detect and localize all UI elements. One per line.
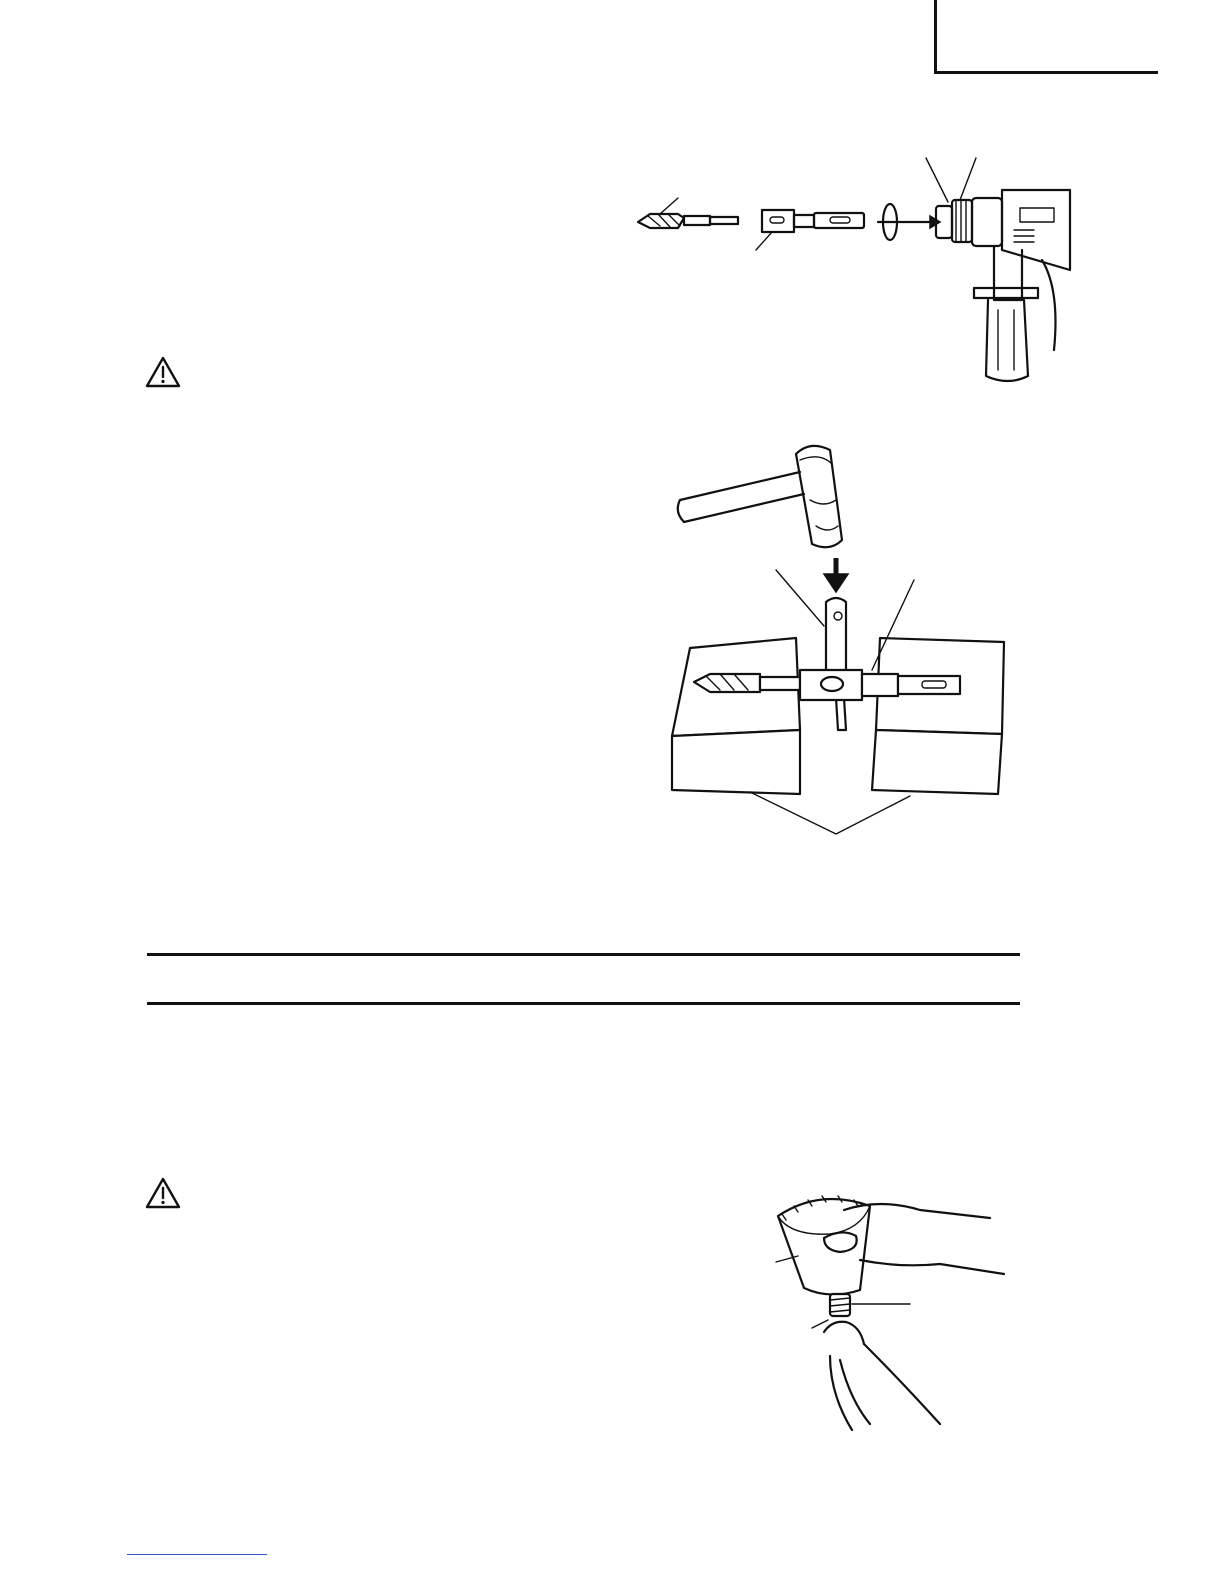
section-rule-bottom [147, 1002, 1020, 1005]
blocks-callout [750, 792, 910, 834]
rotation-arrow [878, 204, 940, 240]
language-tab-box [934, 0, 1158, 74]
hammer [678, 446, 842, 547]
center-pin [812, 1294, 910, 1328]
section-rule-top [147, 953, 1020, 956]
figure-core-bit-assembly [760, 1180, 1020, 1440]
arrow-down [824, 558, 848, 592]
figure-bit-adapter-drill [630, 150, 1080, 390]
warning-triangle-icon [145, 1177, 181, 1209]
figure-cotter-removal [660, 430, 1030, 850]
footer-link-underline[interactable] [127, 1554, 267, 1555]
lower-hand [824, 1322, 940, 1430]
warning-triangle-icon [145, 356, 181, 388]
rotary-hammer [926, 158, 1070, 381]
drill-bit [638, 198, 738, 228]
adapter [756, 210, 864, 250]
